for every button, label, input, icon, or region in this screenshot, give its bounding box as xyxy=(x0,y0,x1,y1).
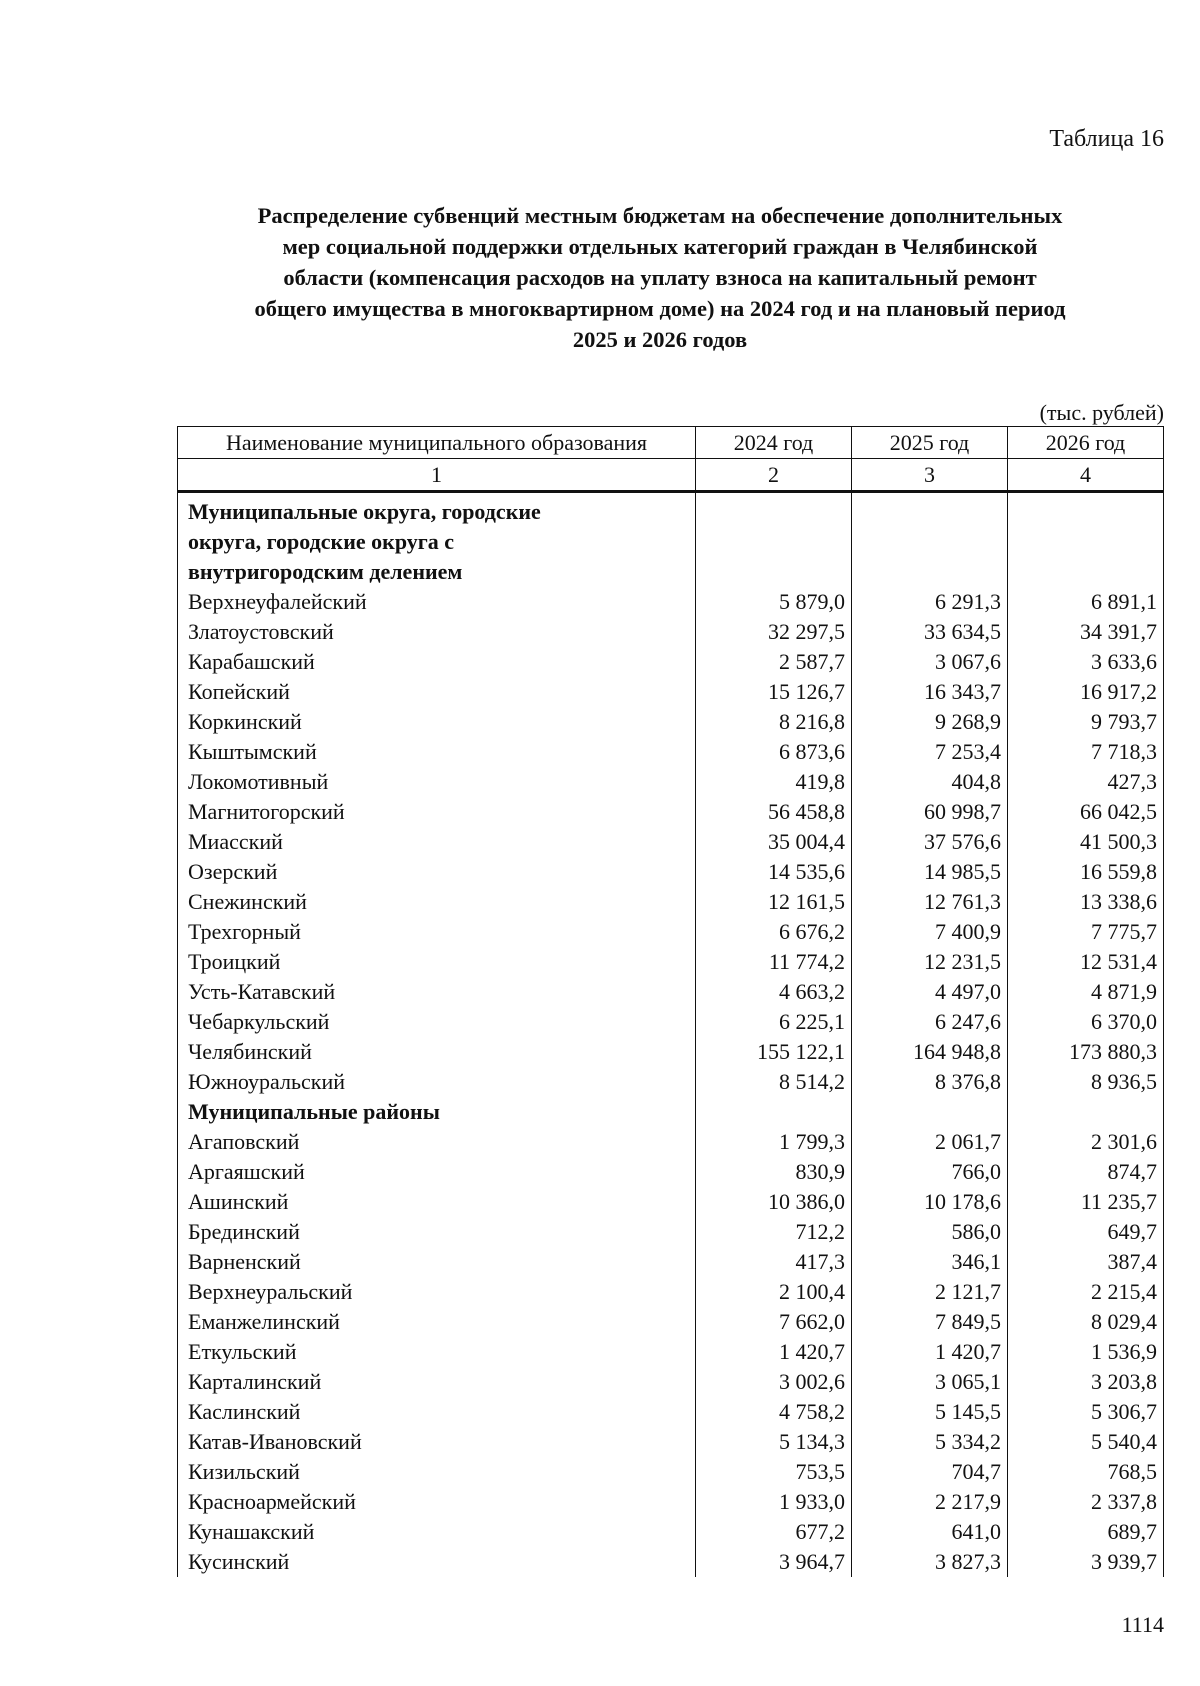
value-2024: 155 122,1 xyxy=(696,1037,852,1067)
municipality-name: Карталинский xyxy=(178,1367,696,1397)
table-row xyxy=(178,587,1164,617)
value-2026: 4 871,9 xyxy=(1008,977,1164,1007)
value-2024: 3 964,7 xyxy=(696,1547,852,1577)
municipality-name: Магнитогорский xyxy=(178,797,696,827)
empty-cell xyxy=(1008,527,1164,557)
table-row xyxy=(178,1487,1164,1517)
units-label: (тыс. рублей) xyxy=(1039,400,1164,425)
value-2025: 10 178,6 xyxy=(852,1187,1008,1217)
value-2026: 41 500,3 xyxy=(1008,827,1164,857)
value-2024: 1 933,0 xyxy=(696,1487,852,1517)
municipality-name: Кыштымский xyxy=(178,737,696,767)
value-2025: 3 067,6 xyxy=(852,647,1008,677)
value-2026: 649,7 xyxy=(1008,1217,1164,1247)
value-2026: 768,5 xyxy=(1008,1457,1164,1487)
table-row xyxy=(178,857,1164,887)
table-row xyxy=(178,1427,1164,1457)
value-2025: 5 145,5 xyxy=(852,1397,1008,1427)
table-row xyxy=(178,1307,1164,1337)
municipality-name: Еткульский xyxy=(178,1337,696,1367)
value-2024: 8 514,2 xyxy=(696,1067,852,1097)
value-2026: 66 042,5 xyxy=(1008,797,1164,827)
value-2026: 427,3 xyxy=(1008,767,1164,797)
municipality-name: Копейский xyxy=(178,677,696,707)
section-title: округа, городские округа с xyxy=(178,527,696,557)
value-2026: 12 531,4 xyxy=(1008,947,1164,977)
value-2024: 8 216,8 xyxy=(696,707,852,737)
municipality-name: Кунашакский xyxy=(178,1517,696,1547)
municipality-name: Карабашский xyxy=(178,647,696,677)
value-2025: 16 343,7 xyxy=(852,677,1008,707)
value-2024: 2 587,7 xyxy=(696,647,852,677)
column-number: 1 xyxy=(178,459,696,492)
value-2024: 830,9 xyxy=(696,1157,852,1187)
value-2025: 6 247,6 xyxy=(852,1007,1008,1037)
table-row xyxy=(178,1217,1164,1247)
value-2024: 1 420,7 xyxy=(696,1337,852,1367)
table-row xyxy=(178,1397,1164,1427)
empty-cell xyxy=(852,557,1008,587)
value-2026: 13 338,6 xyxy=(1008,887,1164,917)
value-2024: 14 535,6 xyxy=(696,857,852,887)
value-2025: 2 061,7 xyxy=(852,1127,1008,1157)
value-2026: 7 775,7 xyxy=(1008,917,1164,947)
subventions-table xyxy=(177,426,1164,1577)
municipality-name: Коркинский xyxy=(178,707,696,737)
column-header-name: Наименование муниципального образования xyxy=(178,427,696,459)
municipality-name: Челябинский xyxy=(178,1037,696,1067)
value-2024: 15 126,7 xyxy=(696,677,852,707)
value-2024: 10 386,0 xyxy=(696,1187,852,1217)
subventions-table-wrap xyxy=(177,426,1163,1577)
value-2026: 6 370,0 xyxy=(1008,1007,1164,1037)
value-2024: 32 297,5 xyxy=(696,617,852,647)
value-2024: 3 002,6 xyxy=(696,1367,852,1397)
value-2026: 3 633,6 xyxy=(1008,647,1164,677)
table-row xyxy=(178,1037,1164,1067)
value-2025: 8 376,8 xyxy=(852,1067,1008,1097)
municipality-name: Верхнеуфалейский xyxy=(178,587,696,617)
value-2026: 2 301,6 xyxy=(1008,1127,1164,1157)
table-row xyxy=(178,647,1164,677)
table-row xyxy=(178,1547,1164,1577)
municipality-name: Озерский xyxy=(178,857,696,887)
value-2024: 6 676,2 xyxy=(696,917,852,947)
value-2024: 419,8 xyxy=(696,767,852,797)
value-2024: 417,3 xyxy=(696,1247,852,1277)
municipality-name: Южноуральский xyxy=(178,1067,696,1097)
municipality-name: Усть-Катавский xyxy=(178,977,696,1007)
value-2025: 704,7 xyxy=(852,1457,1008,1487)
value-2024: 7 662,0 xyxy=(696,1307,852,1337)
table-row xyxy=(178,917,1164,947)
value-2025: 1 420,7 xyxy=(852,1337,1008,1367)
empty-cell xyxy=(1008,492,1164,528)
municipality-name: Варненский xyxy=(178,1247,696,1277)
table-row xyxy=(178,737,1164,767)
title-line: Распределение субвенций местным бюджетам на обеспечение дополнительных xyxy=(257,203,1063,228)
empty-cell xyxy=(1008,557,1164,587)
table-row xyxy=(178,1337,1164,1367)
value-2025: 2 217,9 xyxy=(852,1487,1008,1517)
empty-cell xyxy=(852,492,1008,528)
column-header-2026: 2026 год xyxy=(1008,427,1164,459)
column-number: 2 xyxy=(696,459,852,492)
municipality-name: Брединский xyxy=(178,1217,696,1247)
value-2026: 11 235,7 xyxy=(1008,1187,1164,1217)
value-2025: 641,0 xyxy=(852,1517,1008,1547)
table-row xyxy=(178,947,1164,977)
title-line: мер социальной поддержки отдельных категорий граждан в Челябинской xyxy=(282,234,1038,259)
municipality-name: Кусинский xyxy=(178,1547,696,1577)
document-title xyxy=(160,200,1160,355)
value-2025: 2 121,7 xyxy=(852,1277,1008,1307)
title-line: 2025 и 2026 годов xyxy=(572,327,748,352)
empty-cell xyxy=(1008,1097,1164,1127)
value-2024: 6 225,1 xyxy=(696,1007,852,1037)
table-row xyxy=(178,767,1164,797)
value-2025: 3 827,3 xyxy=(852,1547,1008,1577)
municipality-name: Ашинский xyxy=(178,1187,696,1217)
municipality-name: Кизильский xyxy=(178,1457,696,1487)
value-2026: 8 936,5 xyxy=(1008,1067,1164,1097)
value-2024: 677,2 xyxy=(696,1517,852,1547)
value-2026: 3 203,8 xyxy=(1008,1367,1164,1397)
value-2025: 12 761,3 xyxy=(852,887,1008,917)
value-2025: 14 985,5 xyxy=(852,857,1008,887)
section-title-row xyxy=(178,492,1164,528)
value-2025: 7 400,9 xyxy=(852,917,1008,947)
title-line: области (компенсация расходов на уплату взноса на капитальный ремонт xyxy=(283,265,1037,290)
value-2026: 9 793,7 xyxy=(1008,707,1164,737)
table-row xyxy=(178,887,1164,917)
value-2026: 8 029,4 xyxy=(1008,1307,1164,1337)
municipality-name: Катав-Ивановский xyxy=(178,1427,696,1457)
table-row xyxy=(178,1067,1164,1097)
municipality-name: Златоустовский xyxy=(178,617,696,647)
table-row xyxy=(178,1457,1164,1487)
table-row xyxy=(178,1157,1164,1187)
column-header-2024: 2024 год xyxy=(696,427,852,459)
title-line: общего имущества в многоквартирном доме) на 2024 год и на плановый период xyxy=(254,296,1066,321)
value-2024: 12 161,5 xyxy=(696,887,852,917)
table-row xyxy=(178,977,1164,1007)
value-2024: 56 458,8 xyxy=(696,797,852,827)
page-number: 1114 xyxy=(1121,1612,1164,1637)
municipality-name: Миасский xyxy=(178,827,696,857)
value-2026: 16 917,2 xyxy=(1008,677,1164,707)
value-2026: 1 536,9 xyxy=(1008,1337,1164,1367)
section-title-row xyxy=(178,527,1164,557)
value-2026: 2 337,8 xyxy=(1008,1487,1164,1517)
value-2025: 37 576,6 xyxy=(852,827,1008,857)
value-2024: 5 879,0 xyxy=(696,587,852,617)
table-body xyxy=(178,492,1164,1578)
value-2024: 4 758,2 xyxy=(696,1397,852,1427)
empty-cell xyxy=(852,1097,1008,1127)
value-2025: 12 231,5 xyxy=(852,947,1008,977)
column-number: 3 xyxy=(852,459,1008,492)
value-2026: 387,4 xyxy=(1008,1247,1164,1277)
value-2025: 164 948,8 xyxy=(852,1037,1008,1067)
value-2025: 404,8 xyxy=(852,767,1008,797)
empty-cell xyxy=(696,1097,852,1127)
municipality-name: Красноармейский xyxy=(178,1487,696,1517)
column-header-2025: 2025 год xyxy=(852,427,1008,459)
section-title-row xyxy=(178,557,1164,587)
value-2025: 6 291,3 xyxy=(852,587,1008,617)
section-title: Муниципальные районы xyxy=(178,1097,696,1127)
value-2024: 753,5 xyxy=(696,1457,852,1487)
municipality-name: Аргаяшский xyxy=(178,1157,696,1187)
table-row xyxy=(178,827,1164,857)
section-title: Муниципальные округа, городские xyxy=(178,492,696,528)
table-row xyxy=(178,1187,1164,1217)
municipality-name: Чебаркульский xyxy=(178,1007,696,1037)
value-2026: 689,7 xyxy=(1008,1517,1164,1547)
value-2024: 4 663,2 xyxy=(696,977,852,1007)
table-row xyxy=(178,617,1164,647)
value-2025: 346,1 xyxy=(852,1247,1008,1277)
value-2025: 4 497,0 xyxy=(852,977,1008,1007)
value-2026: 2 215,4 xyxy=(1008,1277,1164,1307)
value-2025: 7 849,5 xyxy=(852,1307,1008,1337)
column-number: 4 xyxy=(1008,459,1164,492)
table-row xyxy=(178,677,1164,707)
value-2026: 7 718,3 xyxy=(1008,737,1164,767)
value-2026: 3 939,7 xyxy=(1008,1547,1164,1577)
table-row xyxy=(178,1367,1164,1397)
value-2025: 5 334,2 xyxy=(852,1427,1008,1457)
value-2026: 16 559,8 xyxy=(1008,857,1164,887)
table-row xyxy=(178,1247,1164,1277)
municipality-name: Еманжелинский xyxy=(178,1307,696,1337)
value-2026: 173 880,3 xyxy=(1008,1037,1164,1067)
value-2025: 60 998,7 xyxy=(852,797,1008,827)
value-2024: 2 100,4 xyxy=(696,1277,852,1307)
empty-cell xyxy=(696,527,852,557)
header-row xyxy=(178,427,1164,459)
value-2026: 5 306,7 xyxy=(1008,1397,1164,1427)
value-2024: 712,2 xyxy=(696,1217,852,1247)
value-2026: 34 391,7 xyxy=(1008,617,1164,647)
value-2024: 1 799,3 xyxy=(696,1127,852,1157)
value-2025: 7 253,4 xyxy=(852,737,1008,767)
municipality-name: Агаповский xyxy=(178,1127,696,1157)
table-row xyxy=(178,707,1164,737)
section-title-row xyxy=(178,1097,1164,1127)
empty-cell xyxy=(852,527,1008,557)
value-2026: 874,7 xyxy=(1008,1157,1164,1187)
value-2025: 33 634,5 xyxy=(852,617,1008,647)
value-2026: 5 540,4 xyxy=(1008,1427,1164,1457)
empty-cell xyxy=(696,557,852,587)
value-2026: 6 891,1 xyxy=(1008,587,1164,617)
value-2025: 3 065,1 xyxy=(852,1367,1008,1397)
value-2024: 5 134,3 xyxy=(696,1427,852,1457)
table-number: Таблица 16 xyxy=(1049,126,1164,152)
municipality-name: Каслинский xyxy=(178,1397,696,1427)
value-2024: 6 873,6 xyxy=(696,737,852,767)
municipality-name: Верхнеуральский xyxy=(178,1277,696,1307)
section-title: внутригородским делением xyxy=(178,557,696,587)
empty-cell xyxy=(696,492,852,528)
municipality-name: Снежинский xyxy=(178,887,696,917)
table-row xyxy=(178,1127,1164,1157)
table-row xyxy=(178,1517,1164,1547)
value-2025: 766,0 xyxy=(852,1157,1008,1187)
value-2025: 586,0 xyxy=(852,1217,1008,1247)
value-2024: 11 774,2 xyxy=(696,947,852,977)
municipality-name: Троицкий xyxy=(178,947,696,977)
table-row xyxy=(178,797,1164,827)
column-number-row xyxy=(178,459,1164,492)
value-2025: 9 268,9 xyxy=(852,707,1008,737)
table-row xyxy=(178,1277,1164,1307)
table-row xyxy=(178,1007,1164,1037)
municipality-name: Трехгорный xyxy=(178,917,696,947)
municipality-name: Локомотивный xyxy=(178,767,696,797)
value-2024: 35 004,4 xyxy=(696,827,852,857)
